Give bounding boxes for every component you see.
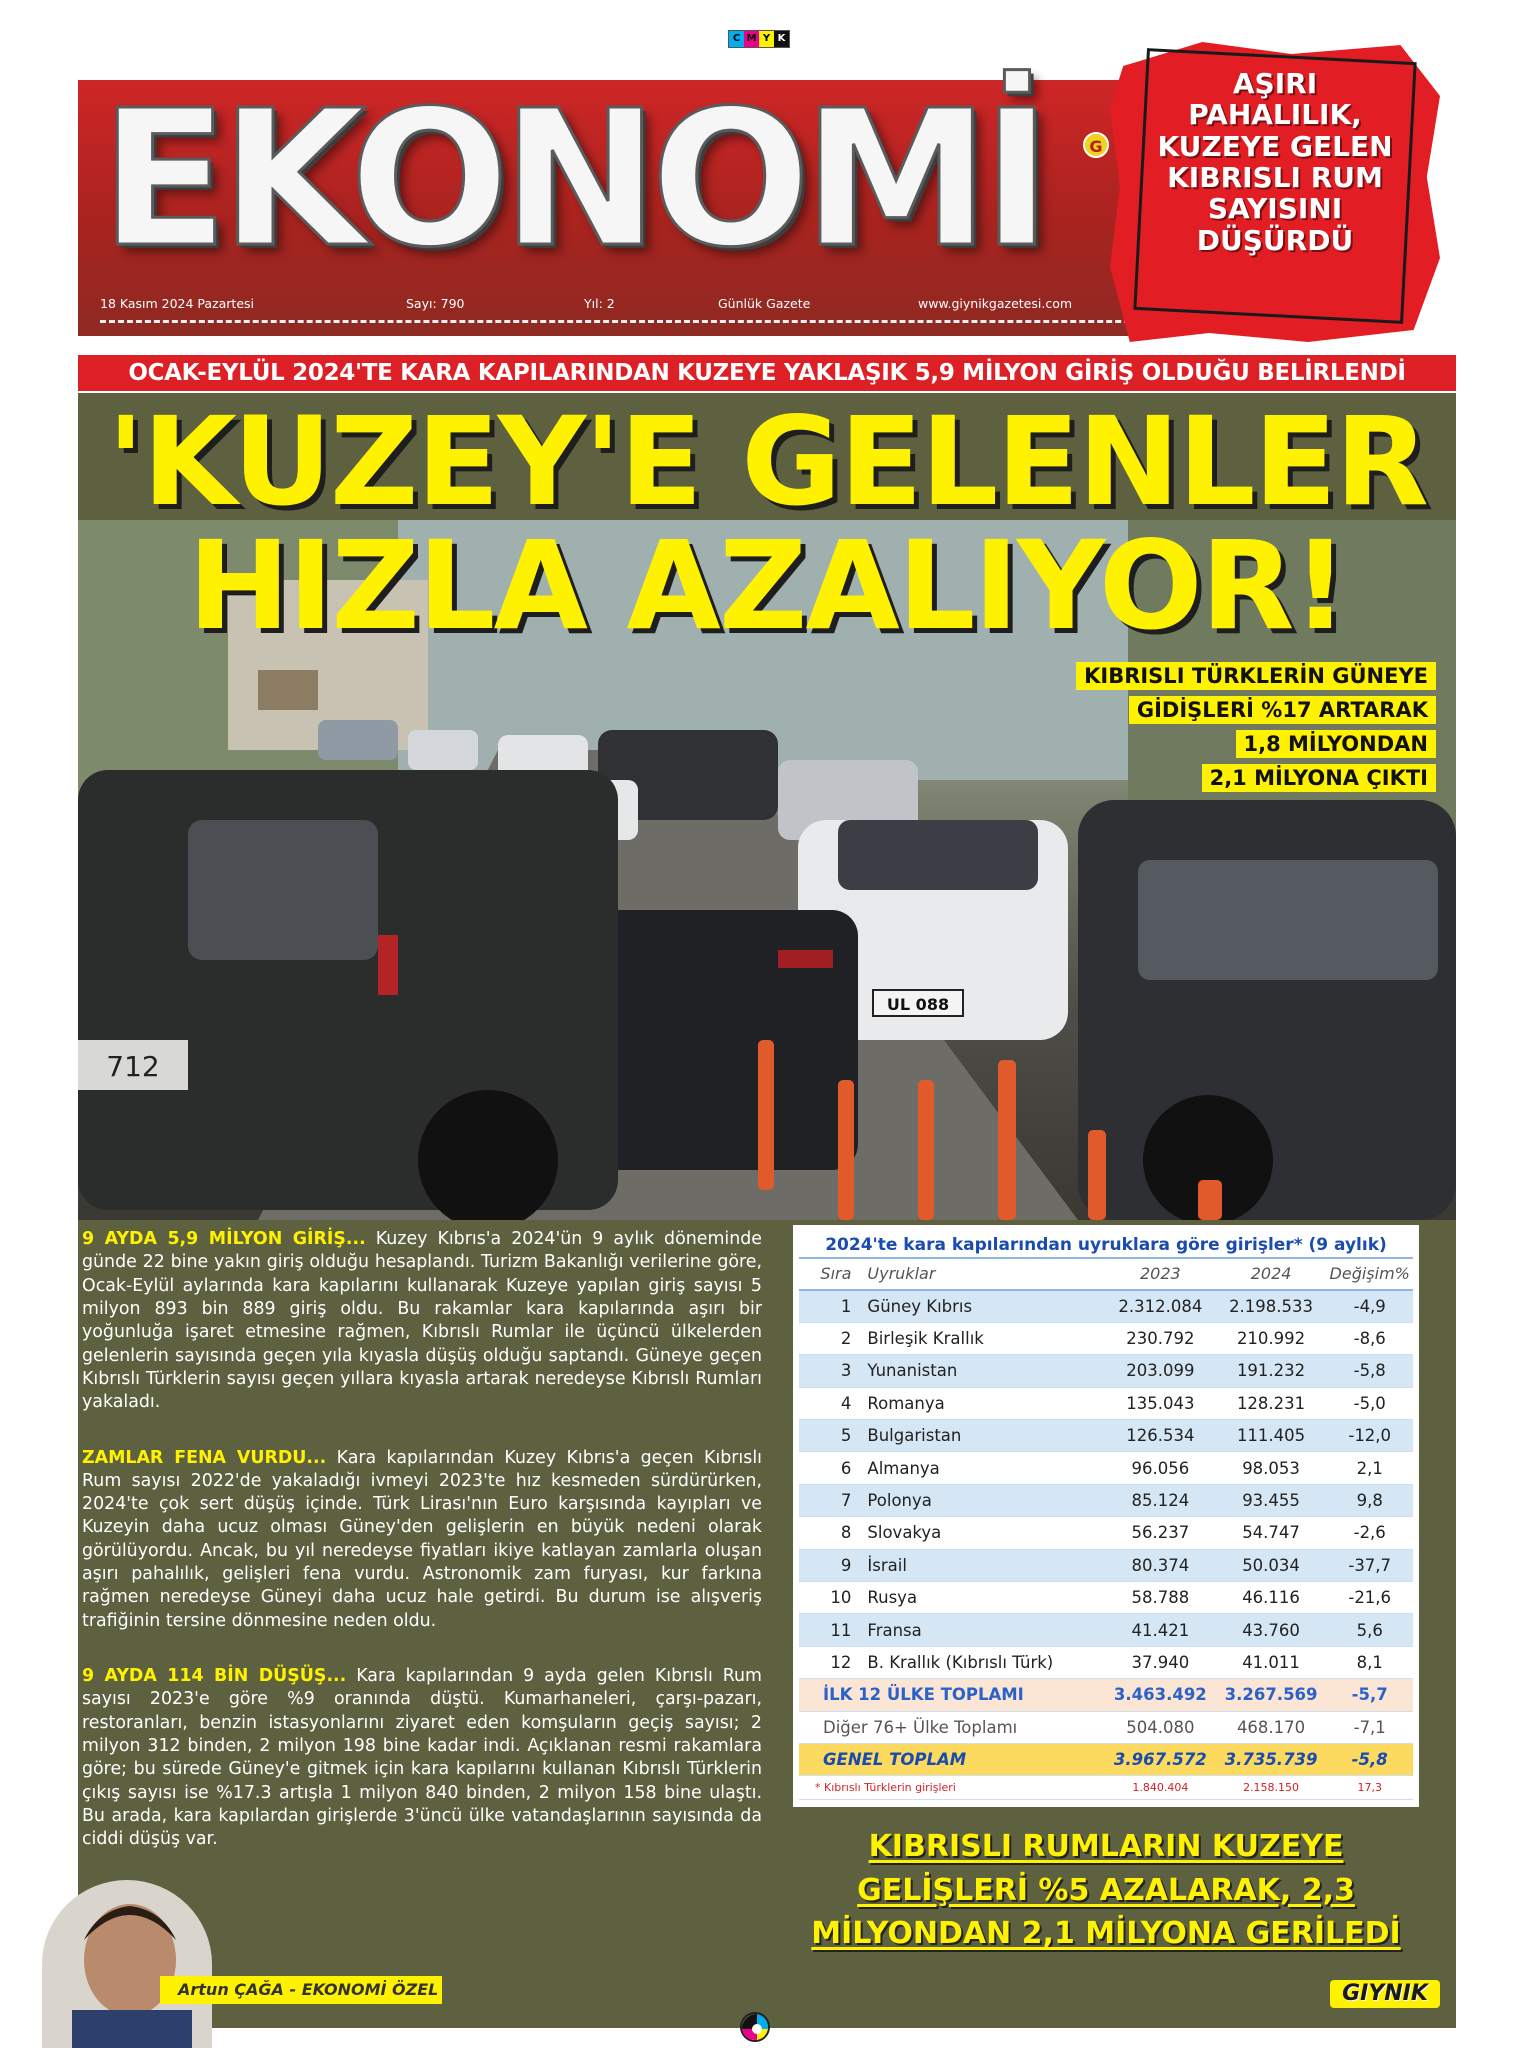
cmyk-marker [728,30,790,48]
total-change: -7,1 [1326,1711,1413,1743]
total-2024: 468.170 [1216,1711,1327,1743]
row-rank: 3 [799,1355,861,1387]
article-body: Kara kapılarından 9 ayda gelen Kıbrıslı Rum sayısı 2023'e göre %9 oranında düştü. Kumarhaneleri, çarşı-pazarı, restoranları, benzin istasyonlarını ziyaret eden komşuların geçiş sayısı; 2 milyon 312 binden, 2 milyon 198 bine kadar indi. Açıklanan resmi rakamlara göre; bu sürede Güney'e gitmek için kara kapılarını kullanan Kıbrıslı Türklerin çıkış sayısı ise %17.3 artışla 1 milyon 840 binden, 2 milyon 158 bine ulaştı. Bu arada, kara kapılardan girişlerde 3'üncü ülke vatandaşlarının sayısında da ciddi düşüş var. [82,1666,762,1850]
g-badge-icon: G [1083,132,1109,158]
row-country: B. Krallık (Kıbrıslı Türk) [861,1646,1105,1678]
bottom-headline [786,1825,1426,1956]
entries-table [793,1225,1419,1807]
bottom-headline-line: GELİŞLERİ %5 AZALARAK, 2,3 [857,1872,1355,1908]
row-2024: 50.034 [1216,1549,1327,1581]
table-row [799,1484,1413,1516]
cmyk-y: Y [759,31,774,47]
row-country: Yunanistan [861,1355,1105,1387]
total-label: Diğer 76+ Ülke Toplamı [799,1711,1105,1743]
row-change: -12,0 [1326,1420,1413,1452]
row-country: Güney Kıbrıs [861,1290,1105,1322]
bottom-headline-line: KIBRISLI RUMLARIN KUZEYE [868,1829,1344,1864]
footnote-row [799,1776,1413,1800]
author-photo [42,1880,212,2048]
headline-line-2: HIZLA AZALIYOR! [187,515,1347,658]
col-uyruklar: Uyruklar [861,1259,1105,1290]
row-country: Almanya [861,1452,1105,1484]
row-2023: 56.237 [1105,1517,1216,1549]
row-change: 2,1 [1326,1452,1413,1484]
row-change: -37,7 [1326,1549,1413,1581]
row-change: -4,9 [1326,1290,1413,1322]
subheadline-line: KIBRISLI TÜRKLERİN GÜNEYE [1076,662,1436,690]
row-country: Romanya [861,1387,1105,1419]
row-2023: 41.421 [1105,1614,1216,1646]
subheadline-line: GİDİŞLERİ %17 ARTARAK [1129,696,1436,724]
supertitle-bar: OCAK-EYLÜL 2024'TE KARA KAPILARINDAN KUZEYE YAKLAŞIK 5,9 MİLYON GİRİŞ OLDUĞU BELİRLENDİ [78,355,1456,391]
row-country: İsrail [861,1549,1105,1581]
row-2023: 230.792 [1105,1322,1216,1354]
total-row-top12 [799,1679,1413,1711]
row-2023: 135.043 [1105,1387,1216,1419]
plate-text: UL 088 [886,995,950,1014]
row-2024: 191.232 [1216,1355,1327,1387]
total-change: -5,7 [1326,1679,1413,1711]
table-row [799,1582,1413,1614]
row-rank: 9 [799,1549,861,1581]
main-headline [78,391,1456,658]
row-2023: 203.099 [1105,1355,1216,1387]
table-row [799,1517,1413,1549]
row-2024: 210.992 [1216,1322,1327,1354]
article-paragraph-2 [82,1447,762,1634]
author-byline: Artun ÇAĞA - EKONOMİ ÖZEL [160,1976,442,2004]
total-2023: 3.463.492 [1105,1679,1216,1711]
table-row [799,1420,1413,1452]
row-change: -5,8 [1326,1355,1413,1387]
row-country: Fransa [861,1614,1105,1646]
total-label: * Kıbrıslı Türklerin girişleri [799,1776,1105,1800]
cmyk-k: K [774,31,789,47]
land-rover [1078,800,1456,1220]
col-2023: 2023 [1105,1259,1216,1290]
table-title: 2024'te kara kapılarından uyruklara göre girişler* (9 aylık) [799,1231,1413,1259]
row-country: Birleşik Krallık [861,1322,1105,1354]
row-rank: 11 [799,1614,861,1646]
table-row [799,1355,1413,1387]
total-2023: 3.967.572 [1105,1743,1216,1775]
row-2024: 2.198.533 [1216,1290,1327,1322]
row-2023: 96.056 [1105,1452,1216,1484]
row-change: 5,6 [1326,1614,1413,1646]
article-lead: 9 AYDA 114 BİN DÜŞÜŞ... [82,1666,347,1686]
giynik-logo: GIYNIK [1330,1980,1440,2008]
total-label: İLK 12 ÜLKE TOPLAMI [799,1679,1105,1711]
row-2023: 2.312.084 [1105,1290,1216,1322]
total-label: GENEL TOPLAM [799,1743,1105,1775]
article-body: Kuzey Kıbrıs'a 2024'ün 9 aylık döneminde günde 22 bine yakın giriş olduğu hesaplandı. Turizm Bakanlığı verilerine göre, Ocak-Eylül aylarında kara kapılarını kullanarak Kuzeye yapılan giriş sayısı 5 milyon 893 bin 889 giriş oldu. Bu rakamlar kara kapılarında aşırı bir yoğunluğa işaret etmesine rağmen, Kıbrıslı Rumlar ile üçüncü ülkelerden gelenlerin sayısında geçen yıla kıyasla düşüş olduğu saptandı. Güneye geçen Kıbrıslı Türklerin sayısı geçen yıllara kıyasla artarak neredeyse Kıbrıslı Rumları yakaladı. [82,1229,762,1413]
table-row [799,1290,1413,1322]
masthead-logo: EKONOMİ [100,70,1044,289]
subheadline-line: 2,1 MİLYONA ÇIKTI [1202,764,1436,792]
table-header-row [799,1259,1413,1290]
row-change: -2,6 [1326,1517,1413,1549]
table-row [799,1322,1413,1354]
article-paragraph-1 [82,1228,762,1415]
row-2023: 58.788 [1105,1582,1216,1614]
table-row [799,1549,1413,1581]
row-2023: 80.374 [1105,1549,1216,1581]
table-grid [799,1259,1413,1800]
article-paragraph-3 [82,1665,762,1852]
row-change: -21,6 [1326,1582,1413,1614]
row-country: Polonya [861,1484,1105,1516]
row-rank: 8 [799,1517,861,1549]
row-change: 8,1 [1326,1646,1413,1678]
col-sira: Sıra [799,1259,861,1290]
row-2023: 37.940 [1105,1646,1216,1678]
table-row [799,1614,1413,1646]
masthead [78,70,1138,336]
row-2024: 111.405 [1216,1420,1327,1452]
article-lead: ZAMLAR FENA VURDU... [82,1447,327,1468]
total-row-other [799,1711,1413,1743]
table-row [799,1452,1413,1484]
row-country: Slovakya [861,1517,1105,1549]
total-2024: 3.735.739 [1216,1743,1327,1775]
issue-number: Sayı: 790 [406,296,465,311]
row-2024: 41.011 [1216,1646,1327,1678]
plate-text-2: 712 [106,1050,160,1083]
total-2024: 2.158.150 [1216,1776,1327,1800]
total-2023: 504.080 [1105,1711,1216,1743]
row-2024: 43.760 [1216,1614,1327,1646]
total-change: 17,3 [1326,1776,1413,1800]
table-row [799,1387,1413,1419]
cmyk-m: M [744,31,759,47]
subheadline-line: 1,8 MİLYONDAN [1236,730,1436,758]
total-2024: 3.267.569 [1216,1679,1327,1711]
row-rank: 12 [799,1646,861,1678]
article-body: Kara kapılarından Kuzey Kıbrıs'a geçen Kıbrıslı Rum sayısı 2022'de yakaladığı ivmeyi 2023'te hız kesmeden sürdürürken, 2024'te çok sert düşüş içinde. Türk Lirası'nın Euro karşısında kayıpları ve Kuzeyin daha ucuz olması Güney'den gelişlerin en büyük nedeni olarak görülüyordu. Ancak, bu yıl neredeyse fiyatları ikiye katlayan zamlarla oluşan aşırı pahalılık, gelişleri fena vurdu. Astronomik zam furyası, kur farkına rağmen neredeyse Güneyi daha ucuz hale getirdi. Bu durum ise alışveriş trafiğinin tersine dönmesine neden oldu. [82,1447,762,1631]
article-lead: 9 AYDA 5,9 MİLYON GİRİŞ... [82,1229,366,1249]
row-2024: 128.231 [1216,1387,1327,1419]
row-rank: 1 [799,1290,861,1322]
row-2024: 54.747 [1216,1517,1327,1549]
row-rank: 5 [799,1420,861,1452]
col-degisim: Değişim% [1326,1259,1413,1290]
row-2024: 46.116 [1216,1582,1327,1614]
row-country: Rusya [861,1582,1105,1614]
row-rank: 4 [799,1387,861,1419]
table-row [799,1646,1413,1678]
subheadline [1076,662,1436,792]
row-rank: 6 [799,1452,861,1484]
website-link[interactable]: www.giynikgazetesi.com [918,296,1073,311]
row-country: Bulgaristan [861,1420,1105,1452]
author-portrait-icon [42,1880,212,2048]
cmyk-c: C [729,31,744,47]
paper-type: Günlük Gazete [718,296,811,311]
issue-year: Yıl: 2 [584,296,615,311]
col-2024: 2024 [1216,1259,1327,1290]
row-2024: 93.455 [1216,1484,1327,1516]
headline-line-1: 'KUZEY'E GELENLER [107,391,1427,533]
bottom-headline-line: MİLYONDAN 2,1 MİLYONA GERİLEDİ [811,1916,1401,1951]
row-change: 9,8 [1326,1484,1413,1516]
pickup-truck [78,770,618,1220]
row-2023: 85.124 [1105,1484,1216,1516]
row-rank: 2 [799,1322,861,1354]
total-change: -5,8 [1326,1743,1413,1775]
row-rank: 10 [799,1582,861,1614]
side-headline: AŞIRI PAHALILIK, KUZEYE GELEN KIBRISLI RUM SAYISINI DÜŞÜRDÜ [1157,67,1393,257]
article-column [82,1228,762,1884]
registration-mark-icon [740,2012,770,2042]
dashed-divider [100,320,1220,323]
row-change: -5,0 [1326,1387,1413,1419]
total-2023: 1.840.404 [1105,1776,1216,1800]
row-rank: 7 [799,1484,861,1516]
table-body [799,1290,1413,1800]
row-2024: 98.053 [1216,1452,1327,1484]
issue-date: 18 Kasım 2024 Pazartesi [100,296,255,311]
row-change: -8,6 [1326,1322,1413,1354]
row-2023: 126.534 [1105,1420,1216,1452]
total-row-grand [799,1743,1413,1775]
